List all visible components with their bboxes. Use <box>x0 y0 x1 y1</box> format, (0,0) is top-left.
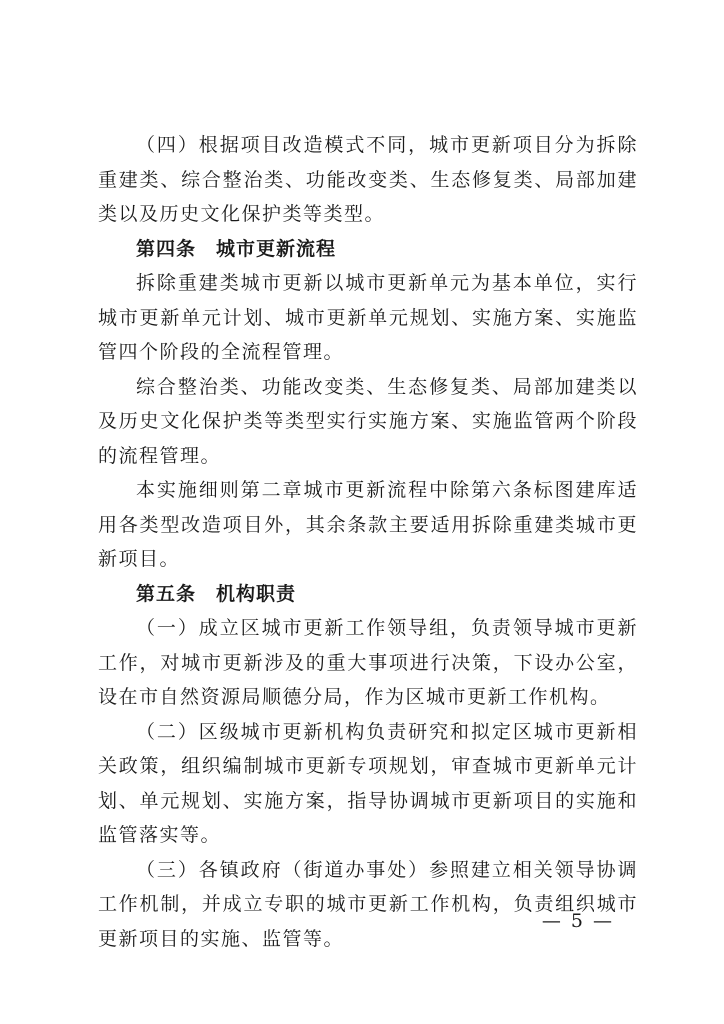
paragraph-duty-2: （二）区级城市更新机构负责研究和拟定区城市更新相关政策，组织编制城市更新专项规划，审查城市更新单元计划、单元规划、实施方案，指导协调城市更新项目的实施和监管落实等。 <box>98 720 638 846</box>
article-title: 机构职责 <box>216 582 297 605</box>
document-body <box>98 128 638 956</box>
article-title: 城市更新流程 <box>216 237 337 260</box>
paragraph-duty-1: （一）成立区城市更新工作领导组，负责领导城市更新工作，对城市更新涉及的重大事项进行决策，下设办公室，设在市自然资源局顺德分局，作为区城市更新工作机构。 <box>98 617 638 708</box>
paragraph-process-3: 本实施细则第二章城市更新流程中除第六条标图建库适用各类型改造项目外，其余条款主要适用拆除重建类城市更新项目。 <box>98 479 638 570</box>
page-number: — 5 — <box>541 910 614 932</box>
paragraph-4: （四）根据项目改造模式不同，城市更新项目分为拆除重建类、综合整治类、功能改变类、生态修复类、局部加建类以及历史文化保护类等类型。 <box>98 134 638 225</box>
paragraph-process-2: 综合整治类、功能改变类、生态修复类、局部加建类以及历史文化保护类等类型实行实施方案、实施监管两个阶段的流程管理。 <box>98 375 638 467</box>
article-number: 第四条 <box>136 237 197 260</box>
article-number: 第五条 <box>136 582 197 605</box>
article-heading-4 <box>98 232 638 267</box>
paragraph-process-1: 拆除重建类城市更新以城市更新单元为基本单位，实行城市更新单元计划、城市更新单元规划、实施方案、实施监管四个阶段的全流程管理。 <box>98 272 638 363</box>
article-heading-5 <box>98 577 638 612</box>
paragraph-duty-3: （三）各镇政府（街道办事处）参照建立相关领导协调工作机制，并成立专职的城市更新工作机构，负责组织城市更新项目的实施、监管等。 <box>98 858 638 950</box>
